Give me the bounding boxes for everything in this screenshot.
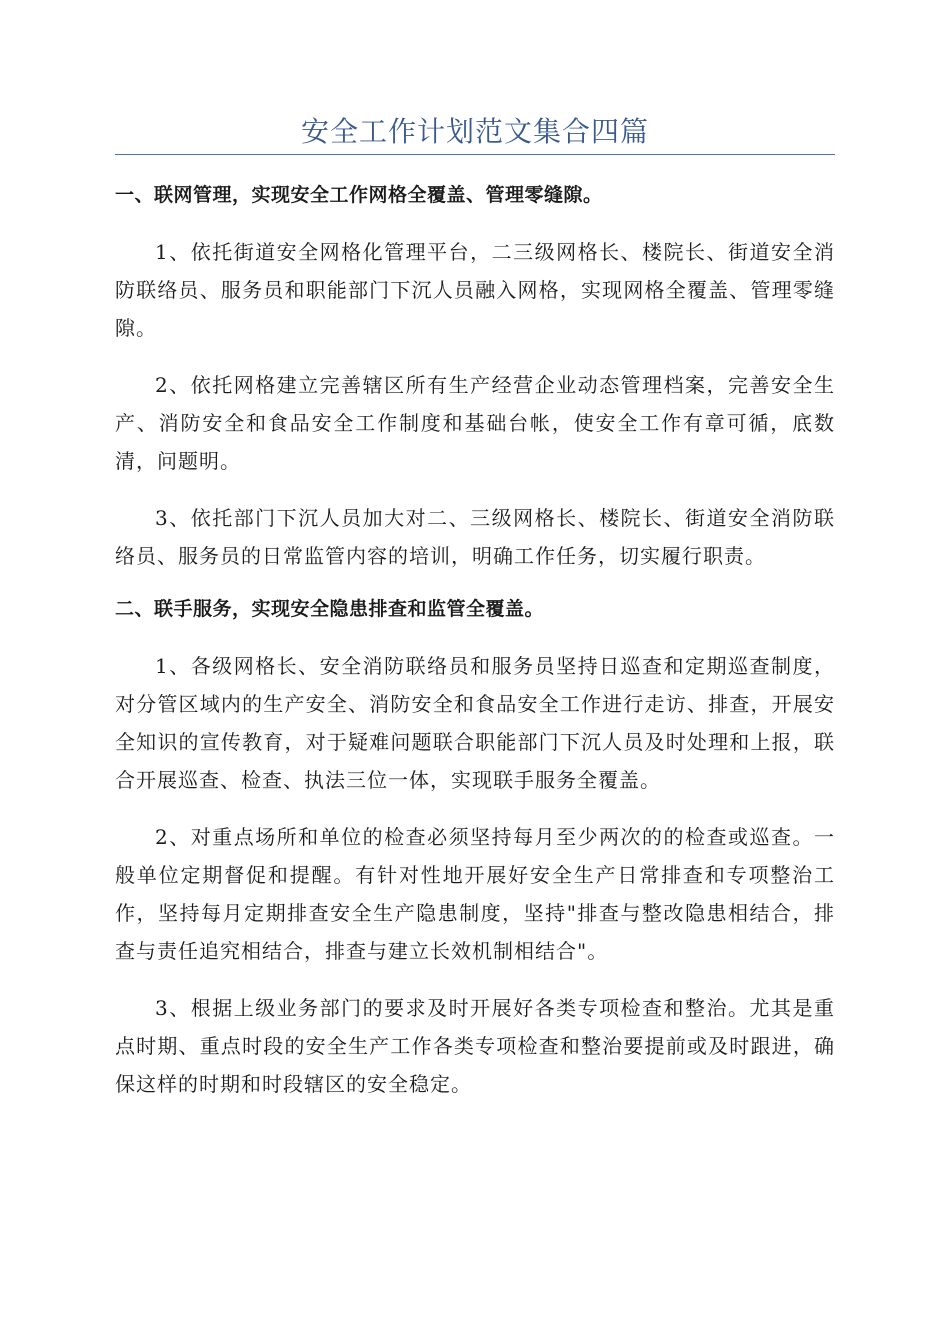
section-heading: 一、联网管理，实现安全工作网格全覆盖、管理零缝隙。 [115,184,603,206]
paragraph: 3、依托部门下沉人员加大对二、三级网格长、楼院长、街道安全消防联络员、服务员的日常监管内容的培训，明确工作任务，切实履行职责。 [115,506,835,568]
section-2 [115,594,835,1103]
paragraph: 1、依托街道安全网格化管理平台，二三级网格长、楼院长、街道安全消防联络员、服务员和职能部门下沉人员融入网格，实现网格全覆盖、管理零缝隙。 [115,240,835,340]
section-1 [115,180,835,575]
title-underline [115,154,835,155]
paragraph: 1、各级网格长、安全消防联络员和服务员坚持日巡查和定期巡查制度，对分管区域内的生产安全、消防安全和食品安全工作进行走访、排查，开展安全知识的宣传教育，对于疑难问题联合职能部门下沉人员及时处理和上报，联合开展巡查、检查、执法三位一体，实现联手服务全覆盖。 [115,654,835,792]
paragraph: 2、依托网格建立完善辖区所有生产经营企业动态管理档案，完善安全生产、消防安全和食品安全工作制度和基础台帐，使安全工作有章可循，底数清，问题明。 [115,373,835,473]
document-title: 安全工作计划范文集合四篇 [300,115,649,148]
document-page [115,110,835,1122]
paragraph: 3、根据上级业务部门的要求及时开展好各类专项检查和整治。尤其是重点时期、重点时段的安全生产工作各类专项检查和整治要提前或及时跟进，确保这样的时期和时段辖区的安全稳定。 [115,996,835,1096]
section-heading: 二、联手服务，实现安全隐患排查和监管全覆盖。 [115,598,545,620]
paragraph: 2、对重点场所和单位的检查必须坚持每月至少两次的的检查或巡查。一般单位定期督促和提醒。有针对性地开展好安全生产日常排查和专项整治工作，坚持每月定期排查安全生产隐患制度，坚持"排查与整改隐患相结合，排查与责任追究相结合，排查与建立长效机制相结合"。 [115,825,835,963]
